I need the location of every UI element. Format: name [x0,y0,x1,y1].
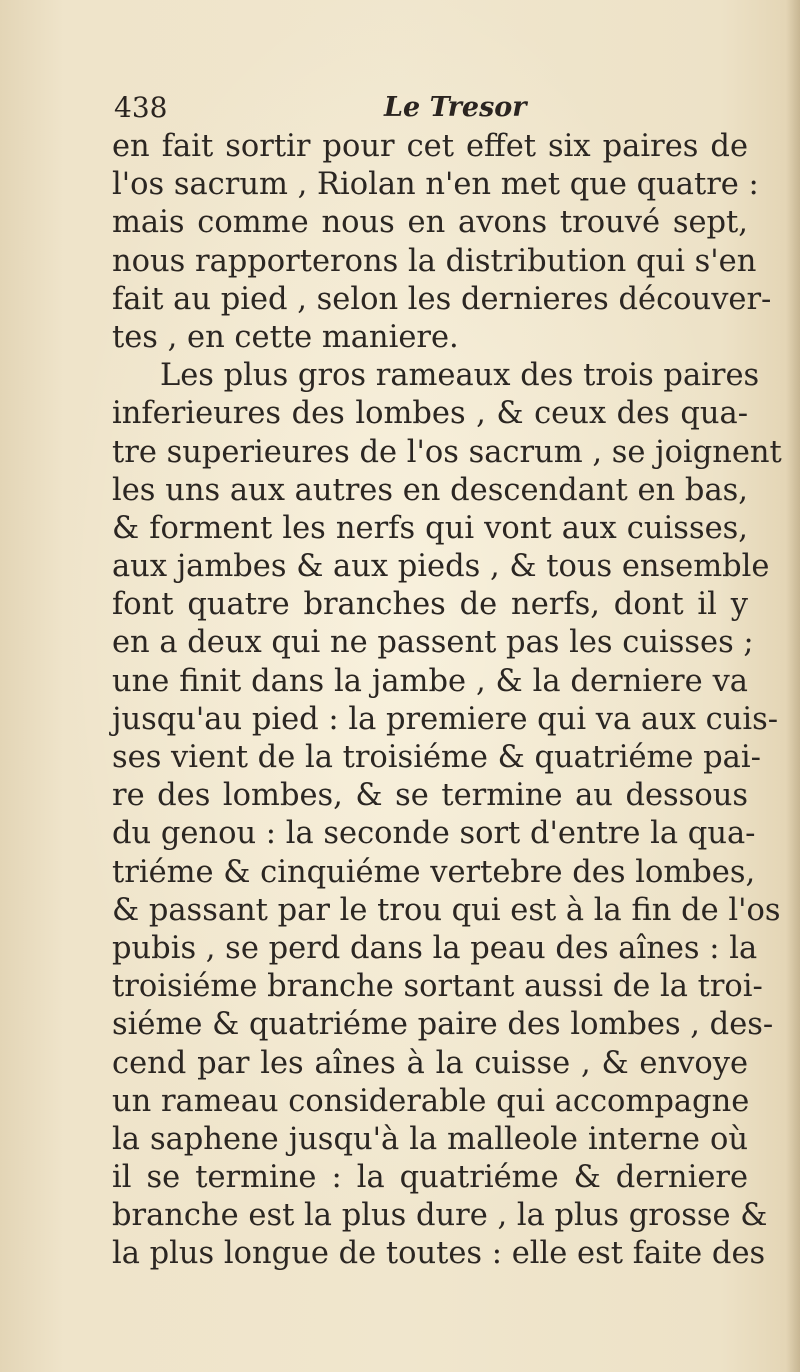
text-line: la saphene jusqu'à la malleole interne où [112,1121,748,1157]
page-number: 438 [114,91,168,124]
text-line: du genou : la seconde sort d'entre la qua- [112,816,756,852]
text-line: ses vient de la troisiéme & quatriéme pai- [112,740,761,775]
text-line: il se termine : la quatriéme & derniere [112,1160,748,1196]
text-line: tes , en cette maniere. [112,319,459,355]
text-line: & passant par le trou qui est à la fin de l'os [112,892,781,928]
page-header [114,88,754,128]
text-line: pubis , se perd dans la peau des aînes : la [112,930,758,966]
text-line: aux jambes & aux pieds , & tous ensemble [112,549,770,585]
text-line: en a deux qui ne passent pas les cuisses ; [112,625,754,661]
text-line: inferieures des lombes , & ceux des qua- [112,396,748,432]
text-line: troisiéme branche sortant aussi de la troi- [112,969,763,1005]
text-line: une finit dans la jambe , & la derniere va [112,663,748,699]
text-line: fait au pied , selon les dernieres découver- [112,281,772,317]
paragraph-start-line: Les plus gros rameaux des trois paires [160,358,760,394]
text-line: tre superieures de l'os sacrum , se joignent [112,434,782,470]
text-line: siéme & quatriéme paire des lombes , des- [112,1007,774,1043]
text-line: mais comme nous en avons trouvé sept, [112,205,748,241]
text-line: re des lombes, & se termine au dessous [112,778,748,814]
text-line: cend par les aînes à la cuisse , & envoye [112,1045,748,1081]
text-line: & forment les nerfs qui vont aux cuisses, [112,510,748,546]
body-text [112,128,782,1274]
text-line: font quatre branches de nerfs, dont il y [112,587,748,623]
text-line: en fait sortir pour cet effet six paires de [112,129,748,164]
text-line: triéme & cinquiéme vertebre des lombes, [112,854,756,890]
text-line: l'os sacrum , Riolan n'en met que quatre : [112,167,759,203]
page-edge-shadow [786,0,800,1372]
text-line: jusqu'au pied : la premiere qui va aux cuis- [112,701,779,737]
running-title: Le Tresor [384,92,527,123]
text-line: les uns aux autres en descendant en bas, [112,472,748,508]
text-line: la plus longue de toutes : elle est faite des [112,1236,766,1272]
text-line: nous rapporterons la distribution qui s'en [112,243,757,279]
text-line: un rameau considerable qui accompagne [112,1083,750,1119]
text-line: branche est la plus dure , la plus grosse & [112,1198,768,1234]
